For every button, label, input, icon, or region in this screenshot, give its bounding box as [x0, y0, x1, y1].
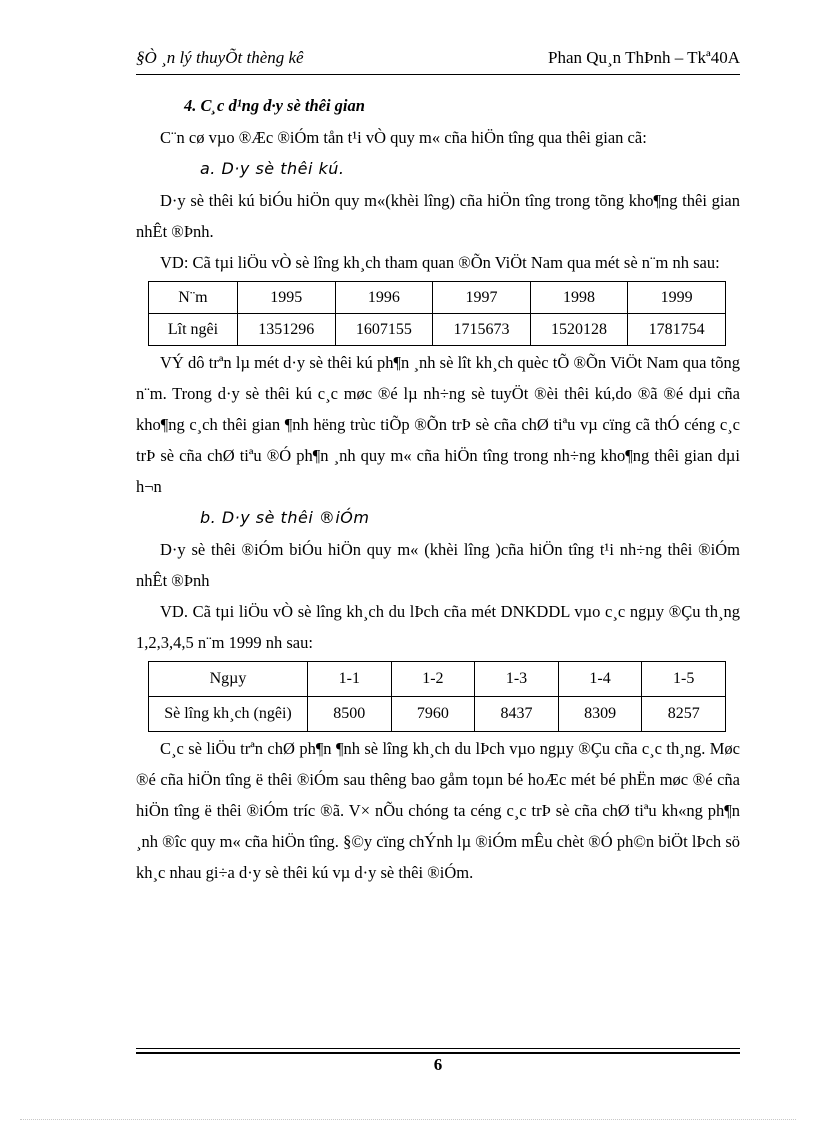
header-right-author: Phan Qu¸n ThÞnh – Tkª40A: [547, 48, 740, 67]
subheading-b: b. D·y sè thêi ®iÓm: [200, 508, 370, 527]
table-cell: 1520128: [530, 314, 628, 346]
table-cell: 1998: [530, 282, 628, 314]
visitors-by-year-table: [148, 281, 726, 346]
table-row: [149, 662, 726, 697]
table-row-header: Ngµy: [149, 662, 308, 697]
footer-rule-thick: [136, 1052, 740, 1054]
page-edge: [20, 1119, 796, 1120]
paragraph-b2: VD. Cã tµi liÖu vÒ sè lîng kh¸ch du lÞch cña mét DNKDDL vµo c¸c ngµy ®Çu th¸ng 1,2,3,4,5 n¨m 1999 nh sau:: [136, 602, 740, 652]
table-cell: 1996: [335, 282, 433, 314]
page-header: [136, 44, 740, 78]
table-cell: 1781754: [628, 314, 726, 346]
intro-paragraph: C¨n cø vµo ®Æc ®iÓm tån t¹i vÒ quy m« cña hiÖn tîng qua thêi gian cã:: [160, 128, 647, 147]
table-cell: 1-1: [308, 662, 392, 697]
table-cell: 1715673: [433, 314, 531, 346]
table-cell: 7960: [391, 697, 475, 732]
table-cell: 1-2: [391, 662, 475, 697]
table-cell: 1999: [628, 282, 726, 314]
table-cell: 8257: [642, 697, 726, 732]
header-rule: [136, 74, 740, 75]
table-row-header: Lît ngêi: [149, 314, 238, 346]
paragraph-a1: D·y sè thêi kú biÓu hiÖn quy m«(khèi lîng) cña hiÖn tîng trong tõng kho¶ng thêi gian nhÊt ®Þnh.: [136, 191, 740, 241]
paragraph-a2: VD: Cã tµi liÖu vÒ sè lîng kh¸ch tham quan ®Õn ViÖt Nam qua mét sè n¨m nh sau:: [160, 253, 720, 272]
table-cell: 1-3: [475, 662, 559, 697]
table-row-header: N¨m: [149, 282, 238, 314]
guests-by-date-table: [148, 661, 726, 732]
section-heading: 4. C¸c d¹ng d·y sè thêi gian: [184, 96, 365, 115]
table-cell: 1995: [237, 282, 335, 314]
paragraph-b1: D·y sè thêi ®iÓm biÓu hiÖn quy m« (khèi lîng )cña hiÖn tîng t¹i nh÷ng thêi ®iÓm nhÊt ®Þnh: [136, 540, 740, 590]
header-left-title: §Ò ¸n lý thuyÕt thèng kê: [136, 48, 304, 67]
table-cell: 1997: [433, 282, 531, 314]
paragraph-a3: VÝ dô trªn lµ mét d·y sè thêi kú ph¶n ¸nh sè lît kh¸ch quèc tÕ ®Õn ViÖt Nam qua tõng n¨m. Trong d·y sè thêi kú c¸c møc ®é lµ nh÷ng sè tuyÖt ®èi thêi kú,do ®ã ®é dµi cña kho¶ng c¸ch thêi gian ¶nh hëng trùc tiÕp ®Õn trÞ sè cña chØ tiªu vµ cïng cã thÓ céng c¸c trÞ sè cña chØ tiªu ®Ó ph¶n ¸nh quy m« cña hiÖn tîng trong nh÷ng kho¶ng thêi gian dµi h¬n: [136, 353, 740, 496]
table-cell: 1607155: [335, 314, 433, 346]
subheading-a: a. D·y sè thêi kú.: [200, 159, 345, 178]
document-body: [136, 90, 740, 888]
page-number: 6: [433, 1055, 443, 1074]
table-cell: 8437: [475, 697, 559, 732]
table-row: [149, 314, 726, 346]
table-cell: 8309: [558, 697, 642, 732]
table-row: [149, 282, 726, 314]
table-row: [149, 697, 726, 732]
table-cell: 1-5: [642, 662, 726, 697]
table-cell: 1-4: [558, 662, 642, 697]
table-row-header: Sè lîng kh¸ch (ngêi): [149, 697, 308, 732]
footer-rule: [136, 1048, 740, 1049]
paragraph-b3: C¸c sè liÖu trªn chØ ph¶n ¶nh sè lîng kh¸ch du lÞch vµo ngµy ®Çu cña c¸c th¸ng. Møc ®é cña hiÖn tîng ë thêi ®iÓm sau thêng bao gåm toµn bé hoÆc mét bé phËn møc ®é cña hiÖn tîng ë thêi ®iÓm tríc ®ã. V× nÕu chóng ta céng c¸c trÞ sè cña chØ tiªu kh«ng ph¶n ¸nh ®îc quy m« cña hiÖn tîng. §©y cïng chÝnh lµ ®iÓm mÊu chèt ®Ó ph©n biÖt lÞch sö kh¸c nhau gi÷a d·y sè thêi kú vµ d·y sè thêi ®iÓm.: [136, 739, 740, 882]
table-cell: 8500: [308, 697, 392, 732]
table-cell: 1351296: [237, 314, 335, 346]
